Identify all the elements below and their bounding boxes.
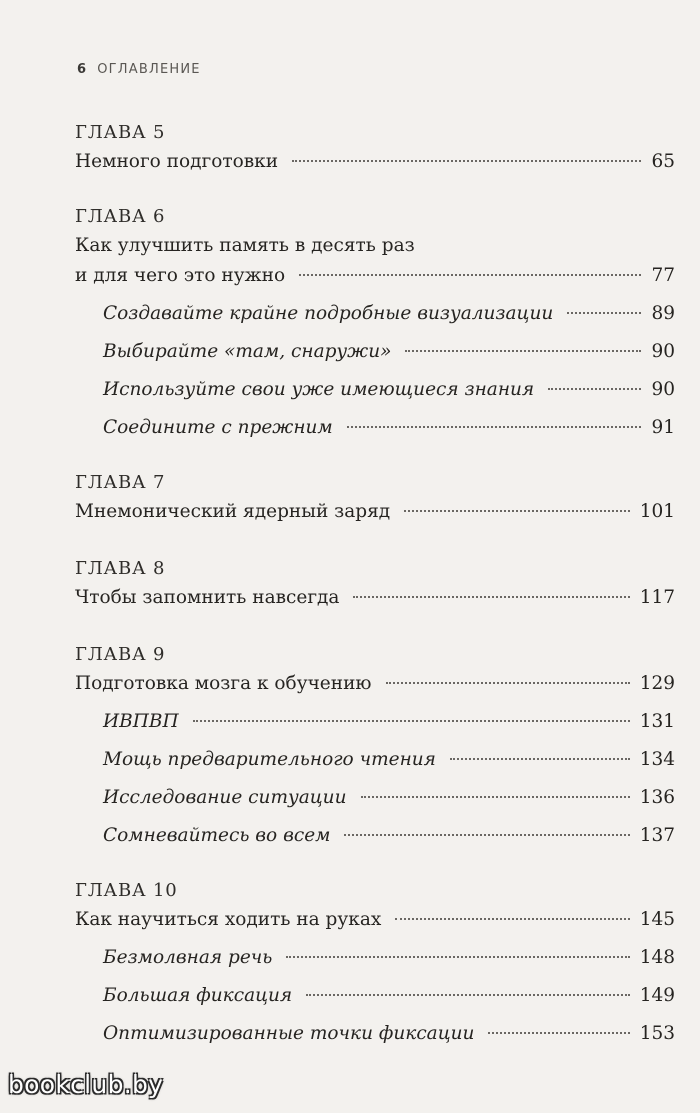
entry-title-line1: Как улучшить память в десять раз: [75, 235, 415, 256]
subentry-page: 136: [639, 787, 675, 808]
toc-subentry[interactable]: [75, 337, 675, 367]
dot-leader: [344, 834, 629, 836]
toc-subentry[interactable]: [75, 413, 675, 443]
subentry-title: ИВПВП: [103, 711, 179, 732]
toc-subentry[interactable]: [75, 745, 675, 775]
toc-entry[interactable]: [75, 583, 675, 613]
dot-leader: [353, 596, 629, 598]
toc-entry[interactable]: [75, 905, 675, 935]
section-title: ОГЛАВЛЕНИЕ: [97, 62, 201, 77]
chapter-label: ГЛАВА 7: [75, 472, 166, 493]
toc-subentry[interactable]: [75, 375, 675, 405]
subentry-title: Большая фиксация: [103, 985, 293, 1006]
subentry-title: Используйте свои уже имеющиеся знания: [103, 379, 535, 400]
chapter-label: ГЛАВА 10: [75, 880, 178, 901]
chapter-label: ГЛАВА 8: [75, 558, 166, 579]
chapter-6: [75, 203, 675, 443]
dot-leader: [548, 388, 641, 390]
chapter-9: [75, 641, 675, 851]
entry-title: Как научиться ходить на руках: [75, 909, 382, 930]
subentry-title: Безмолвная речь: [103, 947, 273, 968]
subentry-title: Оптимизированные точки фиксации: [103, 1023, 475, 1044]
dot-leader: [193, 720, 630, 722]
entry-title: Мнемонический ядерный заряд: [75, 501, 391, 522]
entry-page: 101: [639, 501, 675, 522]
entry-page: 77: [651, 265, 675, 286]
subentry-page: 131: [639, 711, 675, 732]
dot-leader: [405, 350, 641, 352]
toc-subentry[interactable]: [75, 943, 675, 973]
entry-title: и для чего это нужно: [75, 265, 286, 286]
dot-leader: [347, 426, 642, 428]
subentry-title: Сомневайтесь во всем: [103, 825, 331, 846]
toc-subentry[interactable]: [75, 783, 675, 813]
dot-leader: [386, 682, 630, 684]
toc-subentry[interactable]: [75, 707, 675, 737]
subentry-page: 91: [651, 417, 675, 438]
chapter-10: [75, 877, 675, 1049]
dot-leader: [306, 994, 630, 996]
subentry-title: Мощь предварительного чтения: [103, 749, 436, 770]
running-head: [77, 62, 201, 77]
dot-leader: [488, 1032, 629, 1034]
subentry-title: Выбирайте «там, снаружи»: [103, 341, 392, 362]
chapter-label: ГЛАВА 5: [75, 122, 166, 143]
entry-page: 129: [639, 673, 675, 694]
chapter-8: [75, 555, 675, 613]
subentry-page: 149: [639, 985, 675, 1006]
subentry-page: 89: [651, 303, 675, 324]
chapter-7: [75, 469, 675, 527]
entry-title: Подготовка мозга к обучению: [75, 673, 372, 694]
subentry-page: 153: [639, 1023, 675, 1044]
dot-leader: [395, 918, 629, 920]
toc-subentry[interactable]: [75, 821, 675, 851]
dot-leader: [299, 274, 641, 276]
chapter-5: [75, 119, 675, 177]
chapter-label: ГЛАВА 6: [75, 206, 166, 227]
entry-title: Немного подготовки: [75, 151, 279, 172]
entry-title: Чтобы запомнить навсегда: [75, 587, 340, 608]
chapter-label: ГЛАВА 9: [75, 644, 166, 665]
watermark-logo: bookclub.by: [8, 1070, 164, 1099]
dot-leader: [567, 312, 641, 314]
page-number: 6: [77, 62, 88, 77]
entry-page: 65: [651, 151, 675, 172]
subentry-title: Создавайте крайне подробные визуализации: [103, 303, 554, 324]
toc-entry[interactable]: [75, 261, 675, 291]
dot-leader: [361, 796, 630, 798]
toc-subentry[interactable]: [75, 981, 675, 1011]
dot-leader: [450, 758, 630, 760]
subentry-title: Соедините с прежним: [103, 417, 333, 438]
toc-subentry[interactable]: [75, 1019, 675, 1049]
entry-page: 145: [639, 909, 675, 930]
dot-leader: [292, 160, 641, 162]
subentry-page: 148: [639, 947, 675, 968]
subentry-page: 90: [651, 341, 675, 362]
subentry-page: 90: [651, 379, 675, 400]
dot-leader: [404, 510, 629, 512]
toc-entry[interactable]: [75, 147, 675, 177]
entry-page: 117: [639, 587, 675, 608]
subentry-page: 137: [639, 825, 675, 846]
toc-subentry[interactable]: [75, 299, 675, 329]
toc-entry[interactable]: [75, 669, 675, 699]
subentry-page: 134: [639, 749, 675, 770]
toc-entry[interactable]: [75, 497, 675, 527]
dot-leader: [286, 956, 629, 958]
subentry-title: Исследование ситуации: [103, 787, 347, 808]
